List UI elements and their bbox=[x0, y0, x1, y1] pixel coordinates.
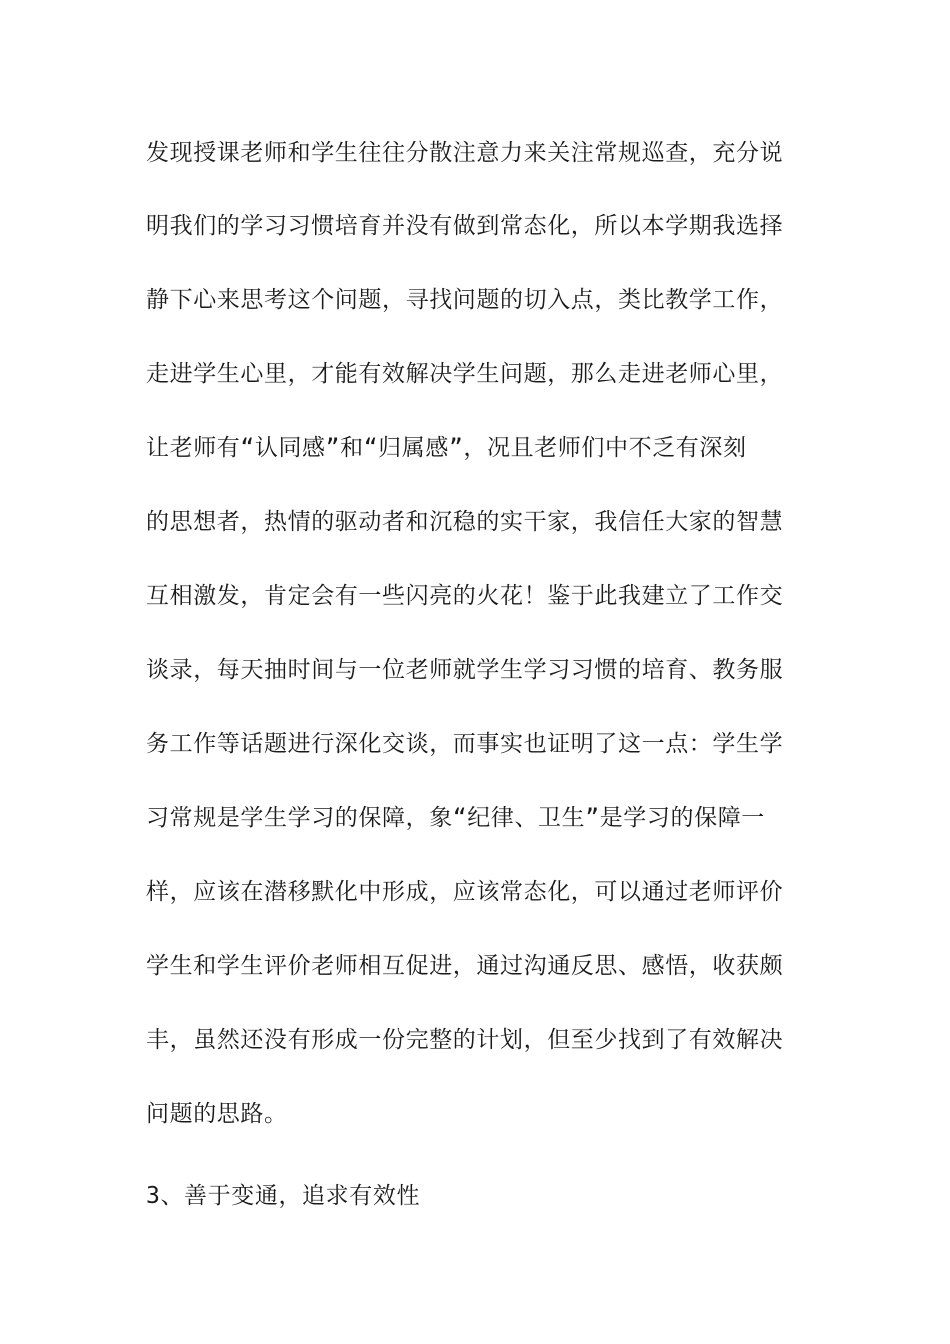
paragraph-line: 务工作等话题进行深化交谈，而事实也证明了这一点：学生学 bbox=[146, 731, 784, 757]
paragraph-line: 明我们的学习习惯培育并没有做到常态化，所以本学期我选择 bbox=[146, 213, 784, 239]
paragraph-line: 学生和学生评价老师相互促进，通过沟通反思、感悟，收获颇 bbox=[146, 953, 784, 979]
paragraph-line: 发现授课老师和学生往往分散注意力来关注常规巡查，充分说 bbox=[146, 140, 784, 166]
paragraph-line: 习常规是学生学习的保障，象“纪律、卫生”是学习的保障一 bbox=[146, 805, 765, 831]
paragraph-line: 互相激发，肯定会有一些闪亮的火花！鉴于此我建立了工作交 bbox=[146, 583, 784, 609]
paragraph-line: 问题的思路。 bbox=[146, 1101, 288, 1127]
section-heading: 3、善于变通，追求有效性 bbox=[146, 1183, 421, 1209]
paragraph-line: 谈录，每天抽时间与一位老师就学生学习习惯的培育、教务服 bbox=[146, 657, 784, 683]
paragraph-line: 让老师有“认同感”和“归属感”，况且老师们中不乏有深刻 bbox=[146, 435, 747, 461]
paragraph-line: 走进学生心里，才能有效解决学生问题，那么走进老师心里， bbox=[146, 361, 784, 387]
paragraph-line: 样，应该在潜移默化中形成，应该常态化，可以通过老师评价 bbox=[146, 879, 784, 905]
paragraph-line: 丰，虽然还没有形成一份完整的计划，但至少找到了有效解决 bbox=[146, 1027, 784, 1053]
paragraph-line: 静下心来思考这个问题，寻找问题的切入点，类比教学工作， bbox=[146, 287, 784, 313]
paragraph-line: 的思想者，热情的驱动者和沉稳的实干家，我信任大家的智慧 bbox=[146, 509, 784, 535]
